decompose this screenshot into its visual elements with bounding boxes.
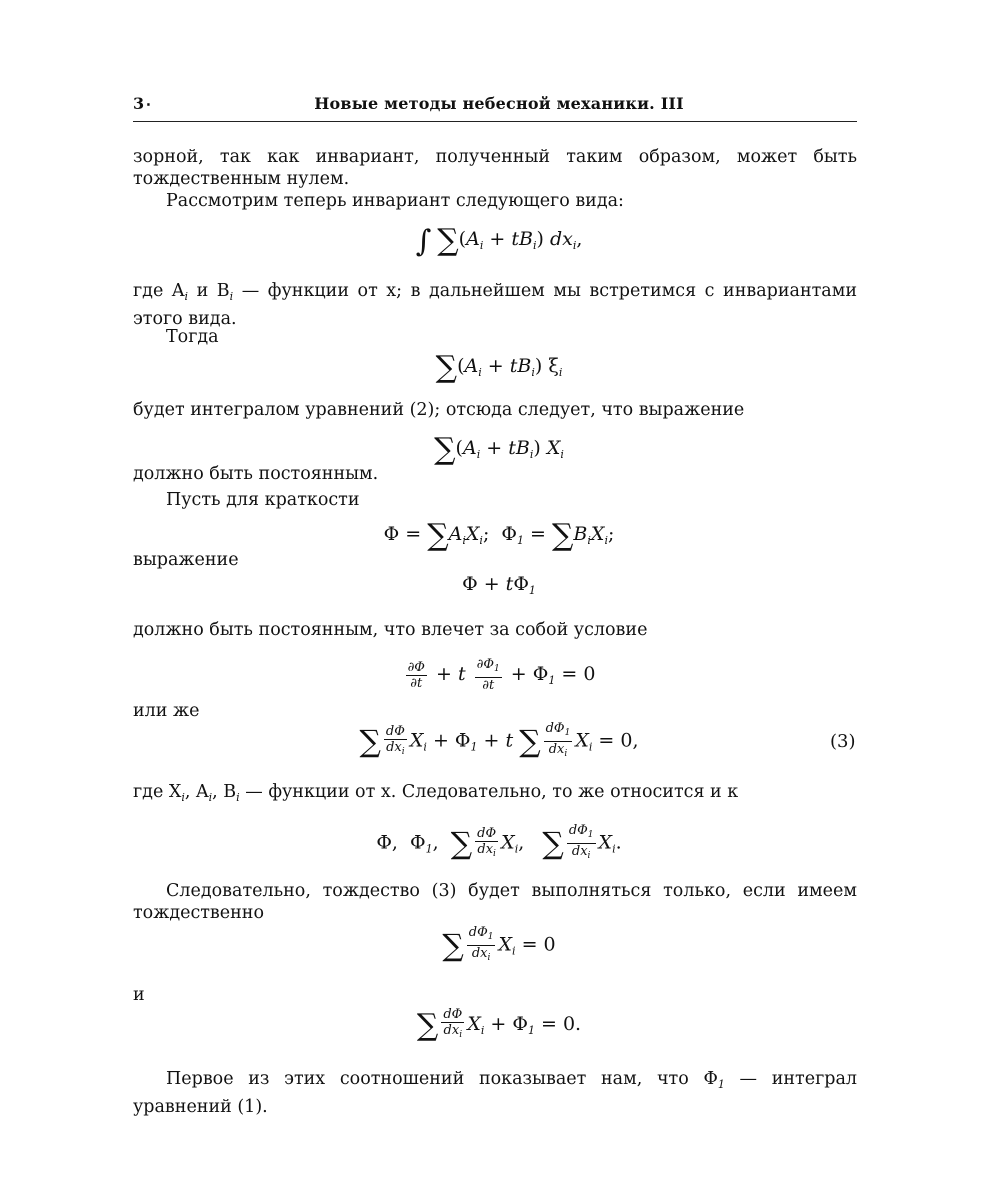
paragraph-14: Первое из этих соотношений показывает нам, что $\Phi_1$ — интеграл уравнений (1). <box>133 1069 857 1117</box>
formula-phi-definitions: $\Phi = \sum A_iX_i$; $\Phi_1 = \sum B_iX_i$; <box>383 518 615 553</box>
paragraph-1: зорной, так как инвариант, полученный таким образом, может быть тождественным нулем. <box>133 147 857 189</box>
paragraph-9: должно быть постоянным, что влечет за собой условие <box>133 620 648 640</box>
paragraph-6: должно быть постоянным. <box>133 464 379 484</box>
formula-sum-X: $\sum(A_i + tB_i)$ $X_i$ <box>434 432 564 467</box>
page-number: 3٠ <box>133 94 153 113</box>
equation-number: (3) <box>830 731 856 752</box>
paragraph-7: Пусть для краткости <box>166 490 360 510</box>
formula-invariant-integral: ∫ $\sum(A_i + tB_i)$ $dx_i$, <box>415 223 583 259</box>
paragraph-5: будет интегралом уравнений (2); отсюда следует, что выражение <box>133 400 745 420</box>
formula-identity-1: ∑ $\frac{d\Phi_1}{dx_i}$ $X_i = 0$ <box>442 925 556 964</box>
paragraph-8: выражение <box>133 550 239 570</box>
paragraph-13: и <box>133 985 145 1005</box>
formula-sum-xi: $\sum(A_i + tB_i)$ $\xi_i$ <box>435 350 563 385</box>
paragraph-12: Следовательно, тождество (3) будет выполняться только, если имеем тождественно <box>133 881 857 923</box>
paragraph-10: или же <box>133 701 200 721</box>
paragraph-11: где $X_i$, $A_i$, $B_i$ — функции от x. Следовательно, то же относится и к <box>133 782 739 804</box>
header-rule <box>133 121 857 122</box>
formula-phi-plus-tphi1: $\Phi + t\Phi_1$ <box>462 573 536 597</box>
paragraph-2: Рассмотрим теперь инвариант следующего вида: <box>166 191 624 211</box>
running-header: Новые методы небесной механики. III <box>314 94 684 113</box>
formula-identity-2: ∑ $\frac{d\Phi}{dx_i}$ $X_i + \Phi_1 = 0$. <box>416 1007 582 1043</box>
paragraph-3: где $A_i$ и $B_i$ — функции от x; в дальнейшем мы встретимся с инвариантами этого вида. <box>133 281 857 329</box>
formula-phi-list: Φ, $\Phi_1$, ∑ $\frac{d\Phi}{dx_i}$ $X_i$, ∑ $\frac{d\Phi_1}{dx_i}$ $X_i$. <box>376 823 622 862</box>
paragraph-4: Тогда <box>166 327 219 347</box>
formula-condition: $\frac{\partial\Phi}{\partial t}$ + t $\frac{\partial\Phi_1}{\partial t}$ + $\Phi_1 = 0$ <box>407 657 596 693</box>
formula-equation-3: ∑ $\frac{d\Phi}{dx_i}$ $X_i + \Phi_1 + t$ ∑ $\frac{d\Phi_1}{dx_i}$ $X_i = 0$, <box>359 721 639 760</box>
